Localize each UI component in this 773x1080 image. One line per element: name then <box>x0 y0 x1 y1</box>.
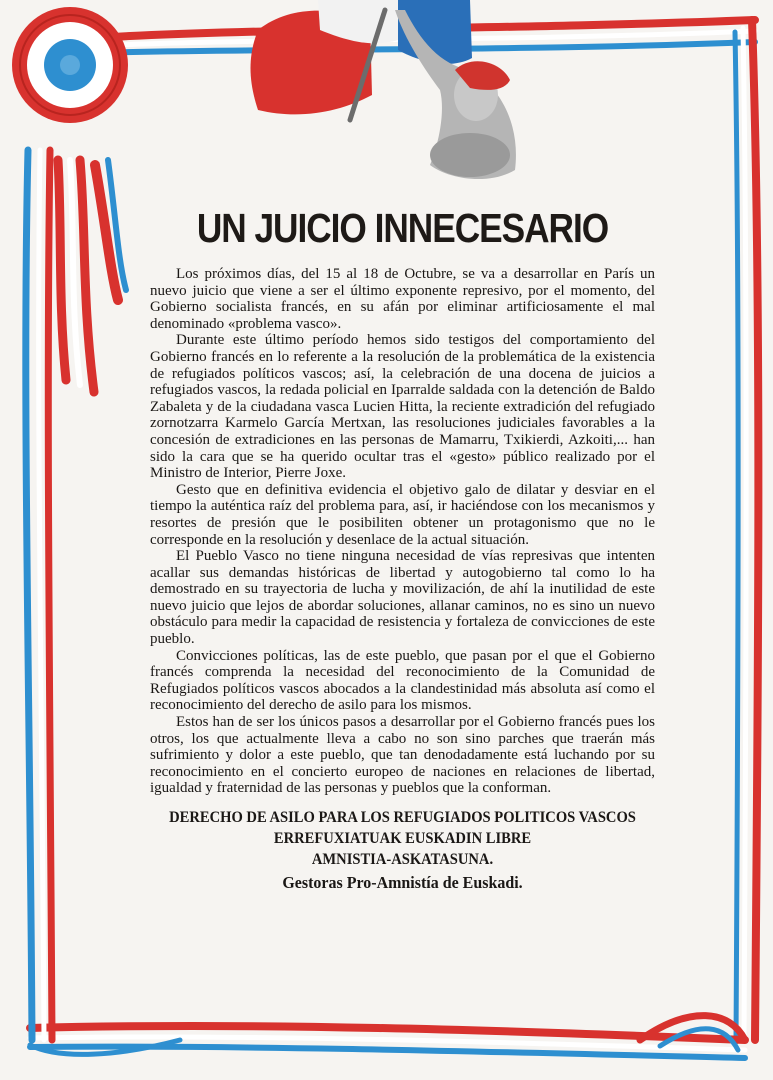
document-title: UN JUICIO INNECESARIO <box>196 205 609 251</box>
cockade-rosette <box>12 7 128 123</box>
signature: Gestoras Pro-Amnistía de Euskadi. <box>282 873 523 892</box>
paragraph: Durante este último período hemos sido testigos del comportamiento del Gobierno francés en lo referente a la resolución de la problemática de la existencia de refugiados políticos vascos; así, la celebración de una docena de juicios a refugiados vascos, la redada policial en Iparralde saldada con la detención de Baldo Zabaleta y de la ciudadana vasca Lucien Hitta, la reciente extradición del refugiado zornotzarra Karmelo García Mertxan, las resoluciones judiciales favorables a la concesión de extradiciones en las personas de Mamarru, Txikierdi, Azkoiti,... han sido la cara que se ha querido ocultar tras el «gesto» público realizado por el Ministro de Interior, Pierre Joxe. <box>150 332 655 482</box>
slogan-line: DERECHO DE ASILO PARA LOS REFUGIADOS POLITICOS VASCOS <box>169 809 636 826</box>
paragraph: Convicciones políticas, las de este pueblo, que pasan por el que el Gobierno francés comprenda la necesidad del reconocimiento de la Comunidad de Refugiados políticos vascos abocados a la clandestinidad más absoluta así como el reconocimiento del derecho de asilo para los mismos. <box>150 647 655 714</box>
paragraph: Estos han de ser los únicos pasos a desarrollar por el Gobierno francés pues los otros, los que actualmente lleva a cabo no son sino parches que traerán más sufrimiento y dolor a este pueblo, que tan denodadamente está luchando por su reconocimiento en el concierto europeo de naciones en relaciones de libertad, igualdad y fraternidad de las personas y pueblos que la conforman. <box>150 714 655 797</box>
slogan-line: ERREFUXIATUAK EUSKADIN LIBRE <box>273 830 532 847</box>
slogan-line: AMNISTIA-ASKATASUNA. <box>311 851 494 868</box>
body-text <box>150 266 655 797</box>
document-content <box>150 205 655 896</box>
paragraph: Los próximos días, del 15 al 18 de Octubre, se va a desarrollar en París un nuevo juicio que viene a ser el último exponente represivo, por el momento, del Gobierno socialista francés, en su afán por eliminar artificiosamente el mal denominado «problema vasco». <box>150 266 655 332</box>
paragraph: El Pueblo Vasco no tiene ninguna necesidad de vías represivas que intenten acallar sus demandas históricas de libertad y autogobierno tal como lo ha demostrado en su trayectoria de lucha y movilización, de ahí la inutilidad de este nuevo juicio que lejos de abordar soluciones, allanar caminos, no es sino un nuevo obstáculo para medir la capacidad de resistencia y fortaleza de convicciones de este pueblo. <box>150 548 655 648</box>
closing-slogans <box>150 807 655 896</box>
paragraph: Gesto que en definitiva evidencia el objetivo galo de dilatar y desviar en el tiempo la auténtica raíz del problema para, así, ir haciéndose con los mecanismos y resortes de presión que le posibiliten obtener un protagonismo que no le corresponde en la resolución y desenlace de la actual situación. <box>150 481 655 548</box>
